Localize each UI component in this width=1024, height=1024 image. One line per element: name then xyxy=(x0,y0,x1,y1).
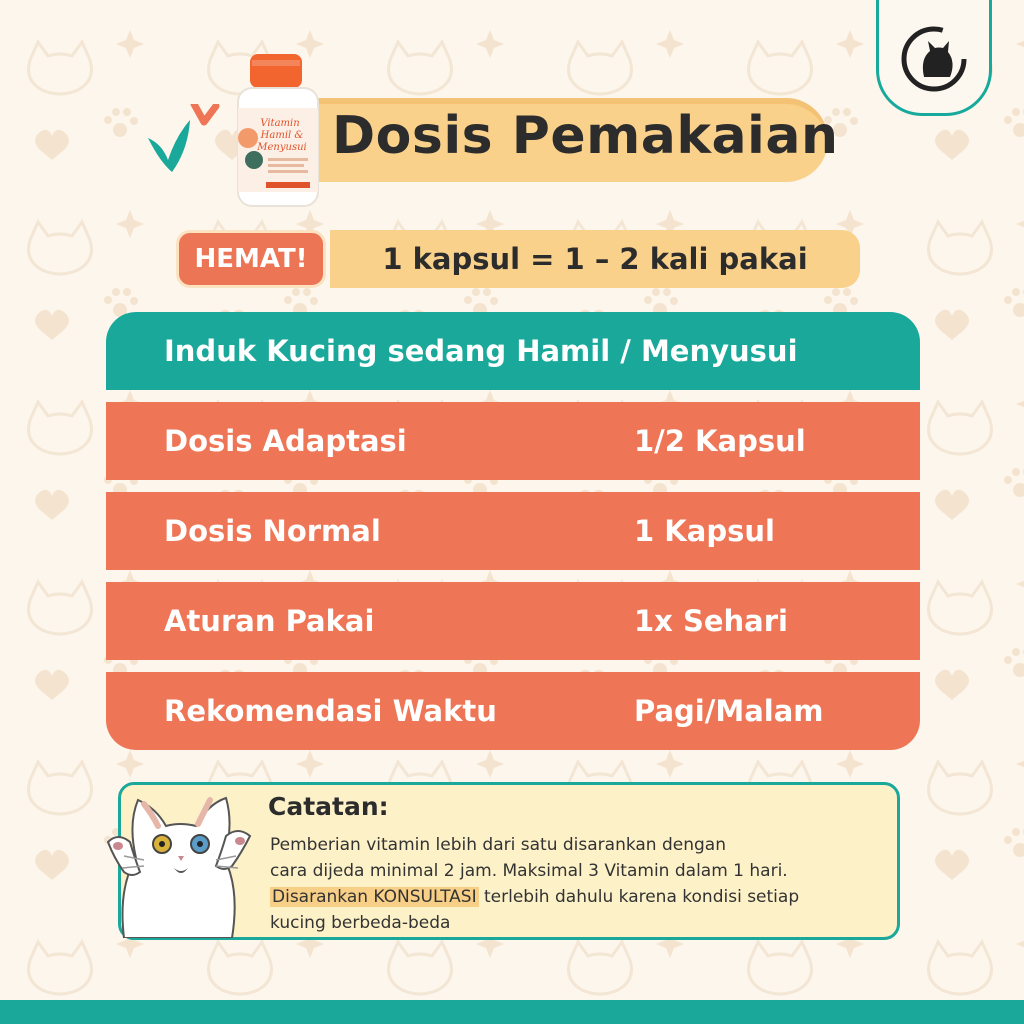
row-label: Aturan Pakai xyxy=(164,604,375,638)
row-value: 1 Kapsul xyxy=(634,514,775,548)
svg-text:Hamil &: Hamil & xyxy=(260,130,304,141)
bottom-strip xyxy=(0,1000,1024,1024)
row-label: Rekomendasi Waktu xyxy=(164,694,497,728)
row-value: Pagi/Malam xyxy=(634,694,824,728)
row-label: Dosis Adaptasi xyxy=(164,424,407,458)
page-title: Dosis Pemakaian xyxy=(332,106,839,166)
row-value: 1x Sehari xyxy=(634,604,788,638)
brand-logo-tab xyxy=(876,0,992,116)
note-title: Catatan: xyxy=(268,792,389,821)
white-cat-illustration xyxy=(104,788,254,938)
table-header: Induk Kucing sedang Hamil / Menyusui xyxy=(106,312,920,390)
hemat-badge: HEMAT! xyxy=(176,230,326,288)
row-label: Dosis Normal xyxy=(164,514,381,548)
note-line-rest: terlebih dahulu karena kondisi setiap xyxy=(478,887,800,907)
decorative-arrow-shapes xyxy=(146,104,226,184)
svg-text:Vitamin: Vitamin xyxy=(260,118,300,129)
note-line: kucing berbeda-beda xyxy=(270,913,451,933)
note-highlight: Disarankan KONSULTASI xyxy=(272,887,477,907)
cat-logo-icon xyxy=(898,23,970,95)
svg-text:Menyusui: Menyusui xyxy=(257,142,307,153)
hemat-text: 1 kapsul = 1 – 2 kali pakai xyxy=(382,242,808,276)
note-body xyxy=(270,832,890,936)
table-row xyxy=(106,402,920,480)
vitamin-bottle-image xyxy=(222,52,322,212)
table-row xyxy=(106,672,920,750)
row-value: 1/2 Kapsul xyxy=(634,424,806,458)
note-line: cara dijeda minimal 2 jam. Maksimal 3 Vitamin dalam 1 hari. xyxy=(270,861,788,881)
table-row xyxy=(106,582,920,660)
table-row xyxy=(106,492,920,570)
note-line: Pemberian vitamin lebih dari satu disarankan dengan xyxy=(270,835,726,855)
note-line xyxy=(270,884,890,910)
